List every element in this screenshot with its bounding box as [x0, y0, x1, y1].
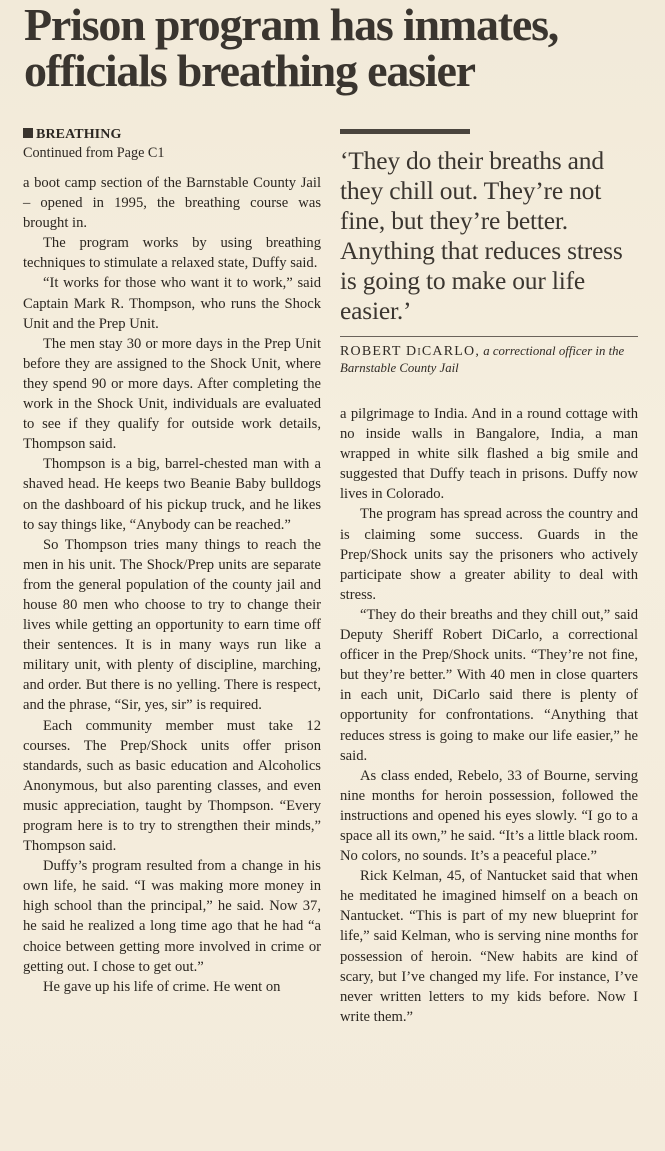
- left-body-text: [23, 173, 321, 997]
- paragraph: The men stay 30 or more days in the Prep Unit before they are assigned to the Shock Unit, where they spend 90 or more days. After completing the work in the Shock Unit, individuals are evaluated to see if they qualify for outside work details, Thompson said.: [23, 335, 321, 453]
- paragraph: Thompson is a big, barrel-chested man with a shaved head. He keeps two Beanie Baby bulldogs on the dashboard of his pickup truck, and he likes to say things like, “Anybody can be reached.”: [23, 456, 321, 533]
- paragraph: Duffy’s program resulted from a change in his own life, he said. “I was making more money in high school than the principal,” he said. Now 37, he said he realized a long time ago that he had “a choice between getting more involved in crime or getting out. I chose to get out.”: [23, 858, 321, 975]
- paragraph: a pilgrimage to India. And in a round cottage with no inside walls in Bangalore, India, a man wrapped in white silk flashed a big smile and suggested that Duffy teach in prisons. Duffy now lives in Colorado.: [340, 406, 638, 503]
- headline-line-1: Prison program has inmates,: [24, 0, 559, 50]
- headline-line-2: officials breathing easier: [24, 45, 475, 96]
- square-bullet-icon: [23, 128, 33, 138]
- paragraph: The program works by using breathing techniques to stimulate a relaxed state, Duffy said.: [23, 235, 321, 272]
- pull-quote-top-rule: [340, 129, 470, 134]
- pull-quote: ‘They do their breaths and they chill out. They’re not fine, but they’re better. Anything that reduces stress is going to make our life easier.’: [340, 146, 623, 325]
- paragraph: a boot camp section of the Barnstable County Jail – opened in 1995, the breathing course was brought in.: [23, 175, 321, 232]
- paragraph: “It works for those who want it to work,” said Captain Mark R. Thompson, who runs the Shock Unit and the Prep Unit.: [23, 275, 321, 332]
- paragraph: As class ended, Rebelo, 33 of Bourne, serving nine months for heroin possession, followed the instructions and opened his eyes slowly. “I go to a space all its own,” he said. “It’s a little black room. No colors, no sounds. It’s a peaceful place.”: [340, 767, 638, 865]
- paragraph: He gave up his life of crime. He went on: [43, 978, 281, 995]
- kicker-label: BREATHING: [36, 127, 122, 142]
- section-kicker: [23, 126, 321, 144]
- paragraph: So Thompson tries many things to reach the men in his unit. The Shock/Prep units are separate from the general population of the county jail and house 80 men who choose to try to change their lives while getting an opportunity to earn time off their sentences. It is in many ways run like a military unit, with plenty of discipline, marching, and order. But there is no yelling. There is respect, and the phrase, “Sir, yes, sir” is required.: [23, 536, 321, 714]
- paragraph: Rick Kelman, 45, of Nantucket said that when he meditated he imagined himself on a beach on Nantucket. “This is part of my new blueprint for life,” said Kelman, who is serving nine months for possession of heroin. “New habits are kind of scary, but I’ve changed my life. For instance, I’ve never written letters to my kids before. Now I write them.”: [340, 868, 638, 1025]
- pull-quote-credit: [340, 343, 638, 377]
- left-column: [23, 126, 321, 997]
- right-column: [340, 126, 638, 1027]
- paragraph: “They do their breaths and they chill out,” said Deputy Sheriff Robert DiCarlo, a correctional officer in the Prep/Shock units. “They’re not fine, but they’re better.” With 40 men in close quarters in each unit, DiCarlo said there is plenty of opportunity for confrontations. “Anything that reduces stress is going to make our life easier,” he said.: [340, 606, 638, 764]
- credit-name: ROBERT DiCARLO,: [340, 344, 481, 359]
- paragraph: The program has spread across the country and is claiming some success. Guards in the Prep/Shock units say the prisoners who actively participate show a greater ability to deal with stress.: [340, 506, 638, 603]
- right-body-text: [340, 404, 638, 1027]
- credit-role: a correctional officer in the Barnstable County Jail: [340, 344, 625, 375]
- paragraph: Each community member must take 12 courses. The Prep/Shock units offer prison standards, such as basic education and Alcoholics Anonymous, but also parenting classes, and even music appreciation, taught by Thompson. “Every program here is to try to strengthen their minds,” Thompson said.: [23, 717, 321, 855]
- continued-line: Continued from Page C1: [23, 145, 165, 161]
- pull-quote-divider: [340, 336, 638, 337]
- headline: [24, 2, 654, 94]
